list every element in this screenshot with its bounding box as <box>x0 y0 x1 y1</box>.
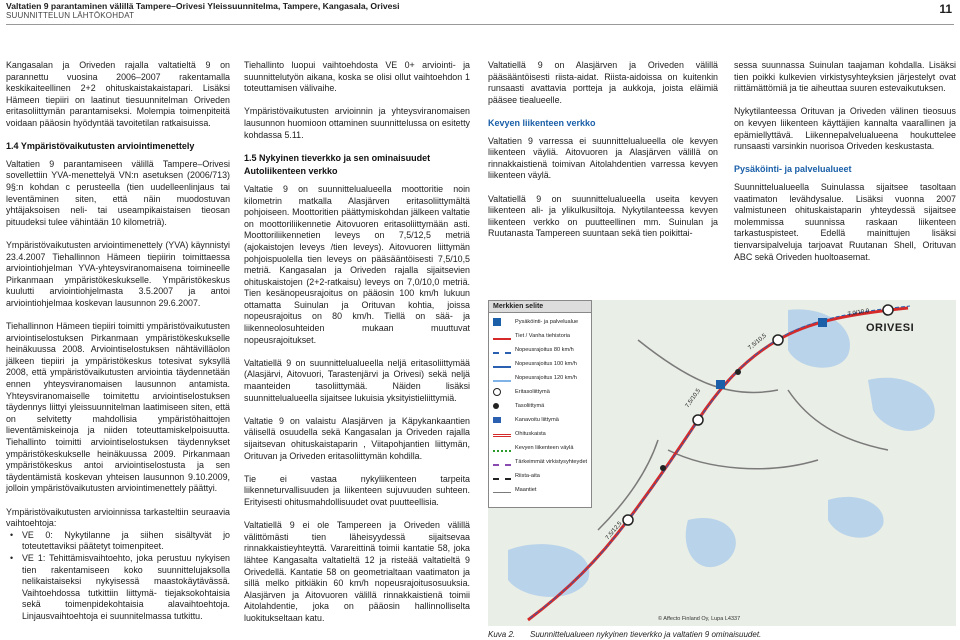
list-item: • VE 0: Nykytilanne ja siihen sisältyvät jo toteutettaviksi päätetyt toimenpiteet. <box>6 530 230 553</box>
paragraph: Nykytilanteessa Orituvan ja Oriveden välinen tieosuus on kevyen liikenteen käyttäjien kannalta vaarallinen ja epämiellyttävä. Liikennepalvelualueena houkuttelee runsaasti varsinkin nuorisoa Oriveden keskustasta. <box>734 106 956 152</box>
legend-item: Nopeusrajoitus 100 km/h <box>493 359 577 369</box>
header-divider <box>6 24 954 25</box>
local-road <box>638 340 778 393</box>
paragraph: Valtatiellä 9 on suunnittelualueella neljä eritasoliittymää (Alasjärvi, Aitovuori, Tarastenjärvi ja Orivesi) sekä neljä maanteiden tasoliittymää. Näiden lisäksi suunnittelualueella sijaitsee lukuisia yksityistieliittymiä. <box>244 357 470 403</box>
page-header <box>6 0 954 24</box>
paragraph: Valtatiellä 9 on Alasjärven ja Oriveden välillä pääsääntöisesti riista-aidat. Riista-aidoissa on kuitenkin runsaasti avattavia portteja ja aukkoja, joista eläimiä pääsee tiealueelle. <box>488 60 718 105</box>
paragraph: Valtatiellä 9 ei ole Tampereen ja Oriveden välillä välittömästi tien läheisyydessä sijaitsevaa rinnakkaistieyhteyttä. Varareittinä toimii kantatie 58, joka lähtee Kangasalta valtatieltä 12 ja risteää valtatieltä 9 Orivedellä. Kantatie 58 on geometrialtaan vaatimaton ja sillä melko pitkiäkin 60 km/h nopeusrajoitusosuuksia. Alasjärven ja Aitovuoren välillä rinnakkaistienä toimii Aitolahdentie, joka on pääosin hallinnolliselta luokitukseltaan katu. <box>244 520 470 623</box>
paragraph: Valtatien 9 varressa ei suunnittelualueella ole kevyen liikenteen väyliä. Aitovuoren ja Alasjärven välillä on rinnakkaistienä toimivan Aitolahdentien varressa kevyen liikenteen väylä. <box>488 135 718 181</box>
figure-number: Kuva 2. <box>488 630 516 639</box>
legend-item: Maantiet <box>493 485 536 495</box>
paragraph: Valtatie 9 on suunnittelualueella moottoritie noin kilometrin matkalla Alasjärven eritasoliittymältä pohjoiseen. Moottoritien päättymiskohdan jälkeen valtatie on moottoriliikennetie Aitovuoren eritasoliittymään asti. Moottoriliikennetien leveys on 7,5/12,5 metriä (ajokaistojen leveys /tien leveys). Aitovuoren liittymän pohjoispuolella tien leveys on pääsääntöisesti 7,5/10,5 metriä. Kangasalan ja Oriveden rajalla sijaitsevien ohituskaistojen (2+2-ratkaisu) leveys on 7,0/10,0 metriä. Tien kesänopeusrajoitus on pääosin 100 km/h lukuun ottamatta Suinulan ja Orituvan kohtia, joissa nopeusrajoitus on 80 km/h. Tiellä on sää- ja liikenneolosuhteiden mukaan muuttuvat nopeusrajoitukset. <box>244 183 470 345</box>
lake-shape <box>828 497 884 538</box>
legend-title: Merkkien selite <box>489 301 591 313</box>
junction-icon <box>493 403 499 409</box>
map-copyright: © Affecto Finland Oy, Lupa L4337 <box>658 616 741 622</box>
legend-item: Kevyen liikenteen väylä <box>493 443 573 453</box>
interchange-icon <box>693 415 703 425</box>
road-width-label: 7,5/10,5 <box>684 387 703 410</box>
paragraph: Valtatie 9 on valaistu Alasjärven ja Käpykankaantien välisellä osuudella sekä Kangasalan ja Oriveden rajalla sijaitsevan ohituskaistaparin , Viitapohjantien liittymän, Orituvan ja Oriveden eritasoliittymän kohdilla. <box>244 415 470 461</box>
paragraph: Suunnittelualueella Suinulassa sijaitsee tasoltaan vaatimaton levähdysalue. Lisäksi vuonna 2007 valmistuneen ohituskaistaparin yhteydessä sijaitsee molemmissa suunnissa raskaan liikenteen tarkastuspisteet. Edellä mainittujen lisäksi tienvarsipalveluja tarjoavat Ruutanan Shell, Orituvan ABC sekä Oriveden huoltoasemat. <box>734 181 956 262</box>
speed120-line-icon <box>493 380 511 382</box>
column-1 <box>6 60 230 623</box>
paragraph: Ympäristövaikutusten arvioinnissa tarkasteltiin seuraavia vaihtoehtoja: <box>6 506 230 529</box>
junction-icon <box>660 465 666 471</box>
lake-shape <box>508 544 589 597</box>
local-road-line-icon <box>493 492 511 493</box>
paragraph: Ympäristövaikutusten arvioinnin ja yhteysviranomaisen lausunnon huomioon ottaminen suunnittelussa on esitetty kohdassa 5.11. <box>244 106 470 140</box>
junction-icon <box>735 369 741 375</box>
paragraph: Kangasalan ja Oriveden rajalla valtatieltä 9 on parannettu vuosina 2006–2007 rakentamalla keskikaiteellinen 2+2 ohituskaistakaistapari. Lisäksi Hämeen tiepiiri on laatinut tiesuunnitelman Oriveden eritasoliittymän parantamiseksi. Molempia toimenpiteitä voidaan pääosin hyödyntää tavoitetilan ratkaisuissa. <box>6 60 230 128</box>
sub-heading: Autoliikenteen verkko <box>244 166 338 177</box>
section-title: SUUNNITTELUN LÄHTÖKOHDAT <box>6 11 135 20</box>
fence-line-icon <box>493 478 511 480</box>
speed100-line-icon <box>493 366 511 368</box>
cycle-line-icon <box>493 450 511 452</box>
legend-item: Ohituskaista <box>493 429 546 439</box>
legend-item: Kanavoitu liittymä <box>493 415 559 425</box>
sub-heading: Pysäköinti- ja palvelualueet <box>734 164 852 175</box>
speed80-line-icon <box>493 352 511 354</box>
parking-icon <box>716 380 725 389</box>
legend-item: Eritasoliittymä <box>493 387 550 397</box>
figure-caption-text: Suunnittelualueen nykyinen tieverkko ja valtatien 9 ominaisuudet. <box>530 630 762 639</box>
interchange-icon <box>883 305 893 315</box>
legend-item: Tasoliittymä <box>493 401 544 411</box>
column-3 <box>488 60 718 252</box>
section-heading: 1.5 Nykyinen tieverkko ja sen ominaisuudet <box>244 152 431 163</box>
sub-heading: Kevyen liikenteen verkko <box>488 117 596 128</box>
paragraph: Valtatien 9 parantamiseen välillä Tampere–Orivesi sovellettiin YVA-menettelyä VN:n asetuksen (2006/713) 9§:n kohdan c perusteella (tien uudelleenlinjaus tai leventäminen siten, että näin muodostuvan yhtäjaksoisen neli- tai useampikaistaisen tieosan pituudeksi tulee vähintään 10 kilometriä). <box>6 158 230 227</box>
road-width-label: 7,0/10,0 <box>847 308 870 318</box>
column-2 <box>244 60 470 636</box>
parking-icon <box>818 318 827 327</box>
column-4 <box>734 60 956 275</box>
paragraph: sessa suunnassa Suinulan taajaman kohdalla. Lisäksi tien poikki kulkevien virkistysyhteyksien järjestelyt ovat riittämättömiä ja tie aiheuttaa suuren estevaikutuksen. <box>734 60 956 94</box>
overtake-line-icon <box>493 434 511 437</box>
map-legend <box>488 300 592 508</box>
paragraph: Valtatiellä 9 on suunnittelualueella useita kevyen liikenteen ali- ja ylikulkusiltoja. Nykytilanteessa kevyen liikenteen verkko on puutteellinen mm. Suinulan ja Ruutanasta Tampereen suuntaan sekä tien poikittai- <box>488 193 718 239</box>
lake-shape <box>686 518 736 567</box>
legend-item: Nopeusrajoitus 120 km/h <box>493 373 577 383</box>
paragraph: Tiehallinto luopui vaihtoehdosta VE 0+ arviointi- ja suunnittelutyön aikana, koska se olisi ollut vaihtoehdon 1 toteuttamisen välivaihe. <box>244 60 470 94</box>
legend-item: Tärkeimmät virkistysyhteydet <box>493 457 587 467</box>
legend-item: Pysäköinti- ja palvelualue <box>493 317 578 327</box>
interchange-icon <box>623 515 633 525</box>
paragraph: Tie ei vastaa nykyliikenteen tarpeita liikenneturvallisuuden ja liikenteen sujuvuuden suhteen. Erityisesti ohitusmahdollisuudet ovat puutteellisia. <box>244 473 470 507</box>
recreation-line-icon <box>493 464 511 466</box>
list-item: • VE 1: Tehittämisvaihtoehto, joka perustuu nykyisen tien rakentamiseen koko suunnittelujaksolla nelikaistaiseksi nykyisessä maastokäytävässä. Vaihtoehdossa tutkittiin liittymä- tiejaksokohtaisia sekä toimenpidekohtaisia alavaihtoehtoja. Linjausvaihtoehtoja ei suunnitelmassa tutkittu. <box>6 553 230 623</box>
road-width-label: 7,5/10,5 <box>747 332 768 352</box>
legend-item: Riista-aita <box>493 471 540 481</box>
figure-caption <box>488 630 761 639</box>
local-road <box>668 450 818 469</box>
road-network-map <box>488 300 956 626</box>
interchange-icon <box>493 388 501 396</box>
lake-shape <box>868 378 935 431</box>
paragraph: Tiehallinnon Hämeen tiepiiri toimitti ympäristövaikutusten arviointiselostuksen Pirkanmaan ympäristökeskukselle heinäkuussa 2008. Arviointiselostuksen nähtävilläolon jälkeen tiepiiri ja ympäristökeskus totesivat syksyllä 2008, että ympäristövaikutusten arviointia täydennetään ennen yhteysviranomaisen lausunnon antamista. Yhteysviranomaiselle toimitettu arviointiselostuksen täydennys liittyi yleissuunnitelman laatimiseen siten, että on selvitetty mahdollisia ympäristöhaittojen lieventämiskeinoja ja niiden toteuttamiskelpoisuutta. Tiehallinto toimitti arviointiselostuksen täydennykset ympäristökeskukselle heinäkuussa 2009. Pirkanmaan ympäristökeskus antoi arviointiselostusta ja sen täydentämistä koskevan yhteisen lausunnon 9.10.2009, jolloin ympäristövaikutusten arviointimenettely päättyi. <box>6 321 230 494</box>
road-line-icon <box>493 338 511 340</box>
place-label: ORIVESI <box>866 322 915 334</box>
page-number: 11 <box>939 2 952 16</box>
channel-icon <box>493 417 501 423</box>
legend-item: Nopeusrajoitus 80 km/h <box>493 345 574 355</box>
parking-icon <box>493 318 501 326</box>
alternatives-list <box>6 530 230 623</box>
document-title: Valtatien 9 parantaminen välillä Tampere–Orivesi Yleissuunnitelma, Tampere, Kangasala, Orivesi <box>6 1 400 11</box>
section-heading: 1.4 Ympäristövaikutusten arviointimenettely <box>6 141 195 152</box>
legend-item: Tiet / Vanha tiehistoria <box>493 331 570 341</box>
road-width-label: 7,5/12,5 <box>604 520 624 542</box>
paragraph: Ympäristövaikutusten arviointimenettely (YVA) käynnistyi 23.4.2007 Tiehallinnon Hämeen tiepiirin toimittaessa arviointiohjelman YVA-yhteysviranomaisena toimineelle Pirkanmaan ympäristökeskukselle. Ympäristökeskus kuulutti arviointiohjelmasta 3.5.2007 ja antoi arviointiohjelmaa koskevan lausunnon 29.6.2007. <box>6 239 230 308</box>
interchange-icon <box>773 335 783 345</box>
